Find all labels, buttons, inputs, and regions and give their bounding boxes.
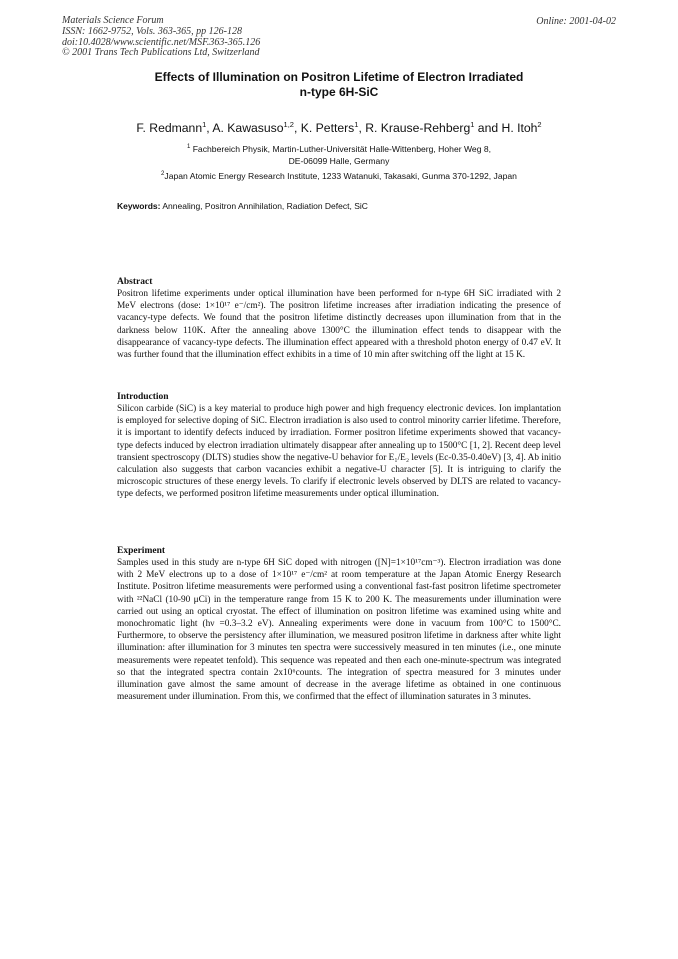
author-separator: ,: [206, 121, 213, 135]
title-line-1: Effects of Illumination on Positron Lifetime of Electron Irradiated: [154, 70, 524, 84]
author-affiliation: 2: [537, 120, 542, 129]
keywords: [117, 201, 617, 211]
issn-line: ISSN: 1662-9752, Vols. 363-365, pp 126-128: [62, 25, 242, 37]
author-name: A. Kawasuso: [212, 121, 284, 135]
affiliation-line: Fachbereich Physik, Martin-Luther-Universität Halle-Wittenberg, Hoher Weg 8,: [192, 144, 492, 154]
journal-name: Materials Science Forum: [62, 15, 164, 26]
title-line-2: n-type 6H-SiC: [299, 84, 379, 99]
copyright-line: © 2001 Trans Tech Publications Ltd, Switzerland: [62, 47, 260, 59]
author-separator: ,: [358, 121, 366, 135]
abstract-section: [117, 276, 561, 361]
abstract-text: Positron lifetime experiments under optical illumination have been performed for n-type 6H SiC irradiated with 2 MeV electrons (dose: 1×10¹⁷ e⁻/cm²). The positron lifetime increases after irradiation indicating the presence of vacancy-type defects. We found that the positron lifetime distinctly decreases upon illumination from that in the darkness below 110K. After the annealing above 1300°C the illumination effect tends to disappear with the disappearance of vacancy-type defects. The illumination effect appeared with a threshold photon energy of 0.47 eV. It was further found that the illumination effect exhibits in a time of 10 min after switching off the light at 15 K.: [117, 289, 561, 361]
keywords-label: Keywords:: [117, 201, 161, 211]
experiment-text: Samples used in this study are n-type 6H SiC doped with nitrogen ([N]=1×10¹⁷cm⁻³). Electron irradiation was done with 2 MeV electrons up to a dose of 1×10¹⁷ e⁻/cm² at room temperature at the Japan Atomic Energy Research Institute. Positron lifetime measurements were performed using a conventional fast-fast positron lifetime spectrometer with ²²NaCl (10-90 μCi) in the temperature range from 15 K to 200 K. The measurements under illumination were carried out using an optical cryostat. The effect of illumination on positron lifetime was examined using white and monochromatic light (hν =0.3–3.2 eV). Annealing experiments were done in vacuum from 100°C to 1500°C. Furthermore, to observe the persistency after illumination, we measured positron lifetime in darkness after white light illumination: after illumination for 3 minutes ten spectra were successively measured in ten minutes (i.e., one minute measurements were repeatet tenfold). This sequence was repeated and then each one-minute-spectrum was integrated so that the integrated spectra contain 2x10⁶counts. The integration of spectra measured for 3 minutes under illumination gave almost the same amount of decrease in the average lifetime as obtained in one continuous measurement under illumination. From this, we confirmed that the effect of illumination saturates in 3 minutes.: [117, 558, 561, 703]
affiliation-1: [60, 141, 618, 167]
experiment-heading: Experiment: [117, 546, 166, 556]
author-separator: ,: [293, 121, 301, 135]
affiliation-number: 1: [186, 144, 191, 150]
paper-title: [60, 70, 618, 99]
author-affiliation: 1: [470, 120, 475, 129]
affiliation-2: [60, 168, 618, 182]
doi-line: doi:10.4028/www.scientific.net/MSF.363-365.126: [62, 36, 261, 48]
author-affiliation: 1: [354, 120, 359, 129]
abstract-heading: Abstract: [117, 277, 153, 287]
author-name: K. Petters: [300, 121, 355, 135]
author-name: R. Krause-Rehberg: [365, 121, 471, 135]
author-name: F. Redmann: [136, 121, 203, 135]
author-affiliation: 1: [202, 120, 207, 129]
affiliation-line: DE-06099 Halle, Germany: [288, 156, 390, 166]
affiliation-line: Japan Atomic Energy Research Institute, 1233 Watanuki, Takasaki, Gunma 370-1292, Japan: [164, 171, 517, 181]
author-separator: and: [474, 121, 502, 135]
keywords-text: Annealing, Positron Annihilation, Radiation Defect, SiC: [160, 201, 368, 211]
introduction-section: [117, 391, 561, 501]
author-list: [60, 118, 618, 135]
online-date: Online: 2001-04-02: [536, 16, 616, 27]
author-affiliation: 1,2: [283, 120, 294, 129]
introduction-text: Silicon carbide (SiC) is a key material to produce high power and high frequency electronic devices. Ion implantation is employed for selective doping of SiC. Electron irradiation is also used to control minority carrier lifetime. Therefore, it is important to identify defects induced by irradiation. Former positron lifetime experiments showed that vacancy-type defects induced by electron irradiation ultimately disappear after annealing up to 1500°C [1, 2]. Recent deep level transient spectroscopy (DLTS) studies show the negative-U behavior for E₁/E₂ levels (Ec-0.35-0.40eV) [3, 4]. Ab initio calculation also suggests that carbon vacancies exhibit a negative-U character [5]. It is intriguing to clarify the microscopic structures of these energy levels. To clarify if electronic levels observed by DLTS are related to vacancy-type defects, we performed positron lifetime measurements under optical illumination.: [117, 404, 561, 500]
affiliation-number: 2: [161, 171, 165, 177]
author-name: H. Itoh: [501, 121, 538, 135]
citation-header: [62, 16, 260, 59]
experiment-section: [117, 545, 561, 703]
introduction-heading: Introduction: [117, 392, 169, 402]
